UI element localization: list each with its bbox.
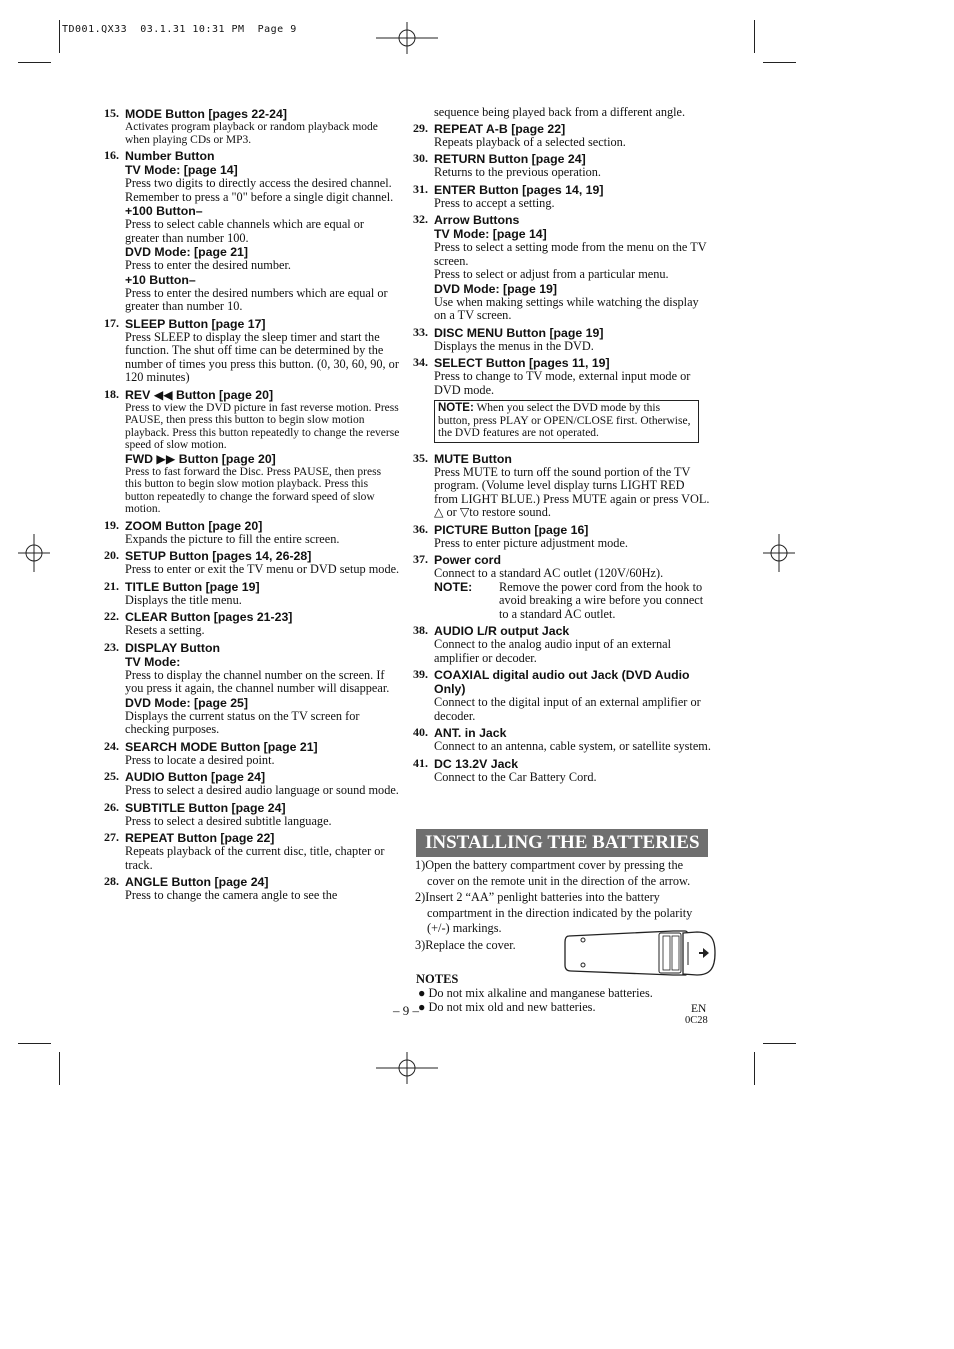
item-body: Press to enter the desired number.	[125, 258, 291, 272]
item-title: SEARCH MODE Button [page 21]	[125, 739, 318, 754]
list-item	[413, 152, 711, 180]
item-title: Power cord	[434, 553, 501, 567]
item-subtitle: +10 Button–	[125, 272, 196, 287]
registration-mark-icon	[763, 534, 795, 572]
item-body: Resets a setting.	[125, 623, 205, 637]
list-item	[413, 553, 711, 621]
list-item	[104, 107, 400, 146]
list-item	[413, 624, 711, 665]
item-body: Connect to an antenna, cable system, or satellite system.	[434, 739, 711, 753]
item-number: 38.	[413, 623, 428, 637]
item-body: Press to fast forward the Disc. Press PAUSE, then press this button to begin slow motion playback. Press this button repeatedly to change the forward speed of slow motion.	[125, 465, 382, 515]
item-title: DISPLAY Button	[125, 640, 220, 655]
item-title: DISC MENU Button [page 19]	[434, 325, 604, 340]
item-number: 39.	[413, 667, 428, 681]
item-body: Press to enter the desired numbers which are equal or greater than number 10.	[125, 285, 388, 313]
item-title: REPEAT Button [page 22]	[125, 831, 275, 845]
battery-step: 3)Replace the cover.	[415, 937, 516, 952]
item-body: Displays the title menu.	[125, 592, 242, 607]
item-title: AUDIO Button [page 24]	[125, 770, 266, 784]
list-item	[104, 519, 400, 547]
list-item	[104, 801, 400, 829]
item-subtitle: TV Mode: [page 14]	[434, 227, 547, 241]
item-body: Press SLEEP to display the sleep timer and start the function. The shut off time can be determined by the number of times you press this button. (0, 30, 60, 90, or 120 minutes)	[125, 329, 399, 384]
item-body: Press to change to TV mode, external input mode or DVD mode.	[434, 369, 691, 397]
note-text: Do not mix old and new batteries.	[428, 1000, 596, 1014]
page-number: – 9 –	[393, 1003, 419, 1018]
battery-step: 1)Open the battery compartment cover by pressing the cover on the remote unit in the direction of the arrow.	[415, 858, 691, 888]
item-title: ANT. in Jack	[434, 726, 507, 740]
remote-control-battery-cover-icon	[563, 927, 717, 979]
list-item	[418, 986, 653, 1000]
item-subtitle: +100 Button–	[125, 204, 203, 218]
list-item	[418, 1000, 653, 1014]
list-item	[104, 875, 400, 903]
item-body: Remember to press a "0" before a single digit channel.	[125, 189, 394, 204]
list-item	[413, 757, 711, 785]
crop-mark	[59, 20, 60, 53]
list-item	[413, 213, 711, 323]
note-text: Do not mix alkaline and manganese batteries.	[428, 986, 653, 1000]
item-title: COAXIAL digital audio out Jack (DVD Audio Only)	[434, 668, 690, 696]
item-number: 15.	[104, 106, 119, 120]
list-item	[413, 523, 711, 551]
crop-mark	[18, 1043, 51, 1044]
list-item	[104, 549, 400, 577]
item-number: 40.	[413, 725, 428, 739]
bullet-icon: ●	[418, 1000, 426, 1014]
item-number: 25.	[104, 769, 119, 783]
document-code: 0C28	[685, 1015, 708, 1026]
item-body: Activates program playback or random playback mode when playing CDs or MP3.	[125, 121, 378, 146]
item-title: ENTER Button [pages 14, 19]	[434, 182, 604, 197]
item-body: Press to enter or exit the TV menu or DVD setup mode.	[125, 562, 400, 576]
list-item	[413, 452, 711, 520]
item-body: Returns to the previous operation.	[434, 165, 601, 179]
item-title: SELECT Button [pages 11, 19]	[434, 356, 610, 370]
notes-title: NOTES	[416, 972, 459, 986]
note-label: NOTE:	[438, 402, 474, 414]
item-title: REPEAT A-B [page 22]	[434, 121, 566, 136]
item-body: Press two digits to directly access the desired channel.	[125, 176, 392, 190]
item-title: MUTE Button	[434, 451, 512, 466]
item-body: Press to select a desired audio language or sound mode.	[125, 783, 399, 797]
list-item	[104, 388, 400, 516]
note-label: NOTE:	[434, 579, 473, 594]
item-subtitle: TV Mode: [page 14]	[125, 163, 238, 177]
item-number: 18.	[104, 386, 119, 401]
item-title: ZOOM Button [page 20]	[125, 518, 263, 533]
item-title: Arrow Buttons	[434, 213, 520, 227]
item-subtitle: DVD Mode: [page 19]	[434, 281, 557, 296]
note-text: Remove the power cord from the hook to avoid breaking a wire before you connect to a standard AC outlet.	[499, 579, 704, 621]
item-body: Repeats playback of the current disc, title, chapter or track.	[125, 844, 385, 872]
crop-mark	[763, 62, 796, 63]
list-item	[104, 641, 400, 737]
item-body: Press to change the camera angle to see the	[125, 888, 338, 902]
item-number: 36.	[413, 521, 428, 536]
item-body: Use when making settings while watching the display on a TV screen.	[434, 294, 699, 322]
note-text: When you select the DVD mode by this button, press PLAY or OPEN/CLOSE first. Otherwise, the DVD features are not operated.	[438, 402, 691, 439]
item-number: 21.	[104, 578, 119, 593]
power-note	[434, 581, 711, 622]
item-title: MODE Button [pages 22-24]	[125, 107, 287, 121]
item-body: sequence being played back from a different angle.	[434, 105, 686, 119]
item-number: 19.	[104, 517, 119, 532]
list-item	[413, 668, 711, 723]
item-number: 28.	[104, 874, 119, 888]
item-number: 32.	[413, 212, 428, 226]
item-body: Press to display the channel number on the screen. If you press it again, the channel number will disappear.	[125, 667, 390, 695]
item-number: 26.	[104, 799, 119, 814]
item-subtitle: FWD ▶▶ Button [page 20]	[125, 451, 276, 466]
item-number: 22.	[104, 609, 119, 623]
registration-mark-icon	[18, 534, 50, 572]
item-number: 41.	[413, 755, 428, 770]
item-number: 27.	[104, 830, 119, 844]
language-code: EN	[691, 1003, 707, 1015]
item-body: Expands the picture to fill the entire screen.	[125, 531, 340, 546]
item-body: Press to enter picture adjustment mode.	[434, 535, 628, 550]
item-number: 34.	[413, 355, 428, 369]
list-item	[104, 317, 400, 385]
item-title: REV ◀◀ Button [page 20]	[125, 387, 274, 402]
list-item	[104, 831, 400, 872]
batteries-heading: INSTALLING THE BATTERIES	[416, 829, 708, 857]
crop-mark	[754, 1052, 755, 1085]
crop-mark	[18, 62, 51, 63]
item-number: 29.	[413, 120, 428, 135]
item-number: 23.	[104, 639, 119, 654]
note-box	[434, 400, 699, 443]
item-number: 30.	[413, 151, 428, 165]
item-number: 31.	[413, 181, 428, 196]
item-number: 37.	[413, 552, 428, 566]
item-title: SLEEP Button [page 17]	[125, 316, 266, 331]
list-item	[413, 122, 711, 150]
battery-step: 2)Insert 2 “AA” penlight batteries into the battery compartment in the direction indicated by the polarity (+/-) markings.	[415, 890, 693, 935]
registration-mark-icon	[376, 1052, 438, 1084]
item-number: 20.	[104, 548, 119, 562]
item-title: SUBTITLE Button [page 24]	[125, 800, 286, 815]
item-body: Press to view the DVD picture in fast reverse motion. Press PAUSE, then press this button to begin slow motion playback. Press this button repeatedly to change the reverse speed of slow motion.	[125, 401, 400, 451]
list-item	[104, 740, 400, 768]
item-body: Connect to the analog audio input of an external amplifier or decoder.	[434, 637, 671, 665]
item-number: 24.	[104, 738, 119, 753]
item-body: Connect to a standard AC outlet (120V/60Hz).	[434, 566, 664, 580]
left-column	[104, 107, 400, 906]
bullet-icon: ●	[418, 986, 426, 1000]
item-body: Connect to the digital input of an external amplifier or decoder.	[434, 695, 701, 723]
item-title: TITLE Button [page 19]	[125, 579, 260, 594]
item-body: Press to select or adjust from a particular menu.	[434, 267, 669, 281]
item-title: RETURN Button [page 24]	[434, 152, 586, 166]
list-item-continuation	[413, 106, 711, 120]
list-item	[104, 610, 400, 638]
list-item	[104, 770, 400, 798]
item-body: Press to select cable channels which are equal or greater than number 100.	[125, 217, 365, 245]
list-item	[413, 326, 711, 354]
item-body: Press to select a setting mode from the menu on the TV screen.	[434, 240, 707, 268]
item-body: Repeats playback of a selected section.	[434, 134, 626, 149]
item-body: Displays the current status on the TV screen for checking purposes.	[125, 708, 360, 736]
item-title: Number Button	[125, 149, 215, 163]
item-number: 35.	[413, 450, 428, 465]
right-column	[413, 106, 711, 787]
item-body: Displays the menus in the DVD.	[434, 338, 594, 353]
item-number: 16.	[104, 148, 119, 162]
registration-mark-icon	[376, 22, 438, 54]
list-item	[413, 726, 711, 754]
item-title: AUDIO L/R output Jack	[434, 624, 570, 638]
item-title: ANGLE Button [page 24]	[125, 875, 269, 889]
item-title: SETUP Button [pages 14, 26-28]	[125, 549, 312, 563]
crop-mark	[59, 1052, 60, 1085]
item-title: PICTURE Button [page 16]	[434, 522, 589, 537]
item-subtitle: DVD Mode: [page 25]	[125, 695, 248, 710]
notes-list	[418, 986, 653, 1014]
item-subtitle: TV Mode:	[125, 654, 181, 669]
item-body: Connect to the Car Battery Cord.	[434, 769, 597, 784]
list-item	[413, 183, 711, 211]
item-body: Press to accept a setting.	[434, 195, 555, 210]
list-item	[104, 149, 400, 314]
item-body: Press to locate a desired point.	[125, 752, 275, 767]
crop-mark	[763, 1043, 796, 1044]
item-number: 17.	[104, 315, 119, 330]
item-number: 33.	[413, 324, 428, 339]
crop-mark	[754, 20, 755, 53]
item-title: CLEAR Button [pages 21-23]	[125, 610, 293, 624]
item-body: Press to select a desired subtitle language.	[125, 813, 332, 828]
list-item	[413, 356, 711, 443]
list-item	[104, 580, 400, 608]
printer-slug-line: TD001.QX33 03.1.31 10:31 PM Page 9	[62, 24, 297, 35]
item-subtitle: DVD Mode: [page 21]	[125, 245, 248, 259]
item-body: Press MUTE to turn off the sound portion of the TV program. (Volume level display turns LIGHT RED from LIGHT BLUE.) Press MUTE again or press VOL. △ or ▽to restore sound.	[434, 464, 710, 519]
item-title: DC 13.2V Jack	[434, 756, 519, 771]
